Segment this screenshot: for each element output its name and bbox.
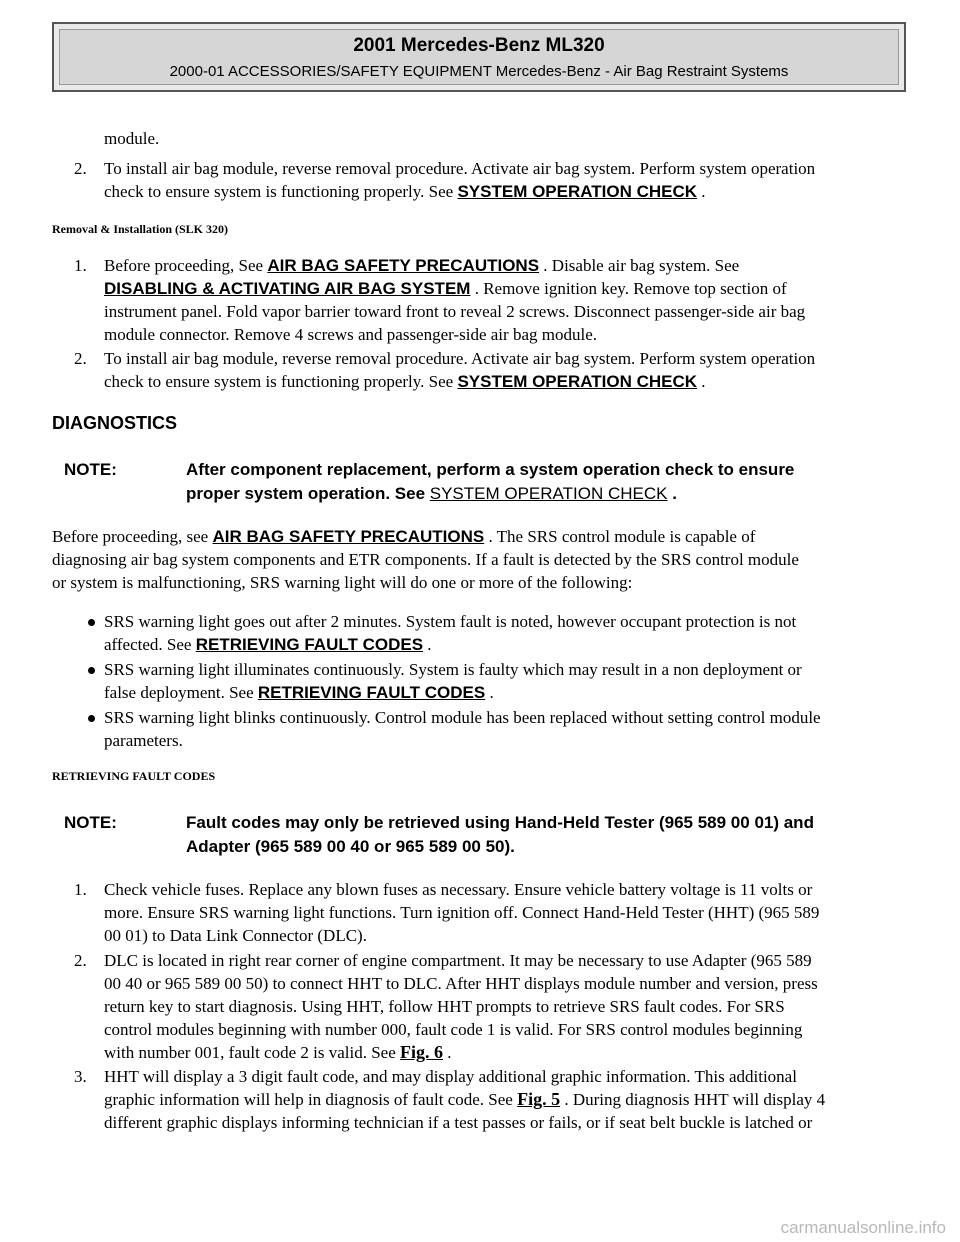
step-number: 2. — [74, 159, 87, 178]
link-fig-5[interactable]: Fig. 5 — [517, 1089, 561, 1109]
step-text: graphic information will help in diagnosis of fault code. See Fig. 5 . During diagnosis HHT will display 4 — [104, 1089, 826, 1109]
header-title: 2001 Mercedes-Benz ML320 — [353, 35, 605, 56]
step-number: 3. — [74, 1067, 87, 1086]
step-text: DLC is located in right rear corner of engine compartment. It may be necessary to use Adapter (965 589 — [104, 951, 812, 970]
step-number: 1. — [74, 256, 87, 275]
step-text: with number 001, fault code 2 is valid. See Fig. 6 . — [104, 1042, 452, 1062]
note-text: After component replacement, perform a system operation check to ensure — [186, 460, 795, 479]
link-retrieving-fault-codes[interactable]: RETRIEVING FAULT CODES — [195, 635, 424, 654]
step-text: instrument panel. Fold vapor barrier toward front to reveal 2 screws. Disconnect passenger-side air bag — [104, 302, 806, 321]
step-text: control modules beginning with number 000, fault code 1 is valid. For SRS control modules beginning — [104, 1020, 803, 1039]
diagnostics-heading: DIAGNOSTICS — [52, 413, 178, 433]
bullet-text: SRS warning light blinks continuously. Control module has been replaced without setting control module — [104, 708, 821, 727]
bullet-text: affected. See RETRIEVING FAULT CODES . — [104, 635, 432, 654]
step-text: Check vehicle fuses. Replace any blown fuses as necessary. Ensure vehicle battery voltage is 11 volts or — [104, 880, 813, 899]
step-text: return key to start diagnosis. Using HHT, follow HHT prompts to retrieve SRS fault codes. For SRS — [104, 997, 785, 1016]
link-retrieving-fault-codes[interactable]: RETRIEVING FAULT CODES — [257, 683, 486, 702]
note-text: Adapter (965 589 00 40 or 965 589 00 50). — [186, 837, 515, 856]
bullet-text: SRS warning light goes out after 2 minutes. System fault is noted, however occupant protection is not — [104, 612, 797, 631]
step-text: To install air bag module, reverse removal procedure. Activate air bag system. Perform system operation — [104, 349, 816, 368]
step-text: module connector. Remove 4 screws and passenger-side air bag module. — [104, 325, 597, 344]
step-text: more. Ensure SRS warning light functions. Turn ignition off. Connect Hand-Held Tester (HHT) (965 589 — [104, 903, 820, 922]
link-disabling-activating-air-bag-system[interactable]: DISABLING & ACTIVATING AIR BAG SYSTEM — [104, 279, 471, 298]
bullet-icon — [88, 715, 95, 722]
step-text: check to ensure system is functioning properly. See SYSTEM OPERATION CHECK . — [104, 372, 706, 391]
step-text: DISABLING & ACTIVATING AIR BAG SYSTEM . Remove ignition key. Remove top section of — [104, 279, 787, 298]
step-text: different graphic displays informing technician if a test passes or fails, or if seat belt buckle is latched or — [104, 1113, 813, 1132]
step-text: 00 01) to Data Link Connector (DLC). — [104, 926, 367, 945]
paragraph-continuation: module. — [104, 129, 160, 148]
step-number: 2. — [74, 349, 87, 368]
step-text: 00 40 or 965 589 00 50) to connect HHT to DLC. After HHT displays module number and version, press — [104, 974, 818, 993]
paragraph-text: diagnosing air bag system components and ETR components. If a fault is detected by the SRS control module — [52, 550, 799, 569]
step-text: check to ensure system is functioning properly. See SYSTEM OPERATION CHECK . — [104, 182, 706, 201]
watermark: carmanualsonline.info — [780, 1218, 946, 1237]
bullet-text: false deployment. See RETRIEVING FAULT CODES . — [104, 683, 494, 702]
section-heading-slk: Removal & Installation (SLK 320) — [52, 222, 229, 236]
header-subtitle: 2000-01 ACCESSORIES/SAFETY EQUIPMENT Mercedes-Benz - Air Bag Restraint Systems — [169, 63, 789, 80]
link-air-bag-safety-precautions[interactable]: AIR BAG SAFETY PRECAUTIONS — [212, 527, 485, 546]
paragraph-text: or system is malfunctioning, SRS warning light will do one or more of the following: — [52, 573, 633, 592]
paragraph-text: Before proceeding, see AIR BAG SAFETY PRECAUTIONS . The SRS control module is capable of — [52, 527, 756, 546]
link-air-bag-safety-precautions[interactable]: AIR BAG SAFETY PRECAUTIONS — [267, 256, 540, 275]
bullet-icon — [88, 667, 95, 674]
note-text: Fault codes may only be retrieved using Hand-Held Tester (965 589 00 01) and — [186, 813, 814, 832]
step-text: HHT will display a 3 digit fault code, and may display additional graphic information. This additional — [104, 1067, 797, 1086]
step-text: Before proceeding, See AIR BAG SAFETY PRECAUTIONS . Disable air bag system. See — [104, 256, 740, 275]
link-system-operation-check[interactable]: SYSTEM OPERATION CHECK — [457, 182, 698, 201]
section-heading-retrieving: RETRIEVING FAULT CODES — [52, 769, 216, 783]
bullet-icon — [88, 619, 95, 626]
step-text: To install air bag module, reverse removal procedure. Activate air bag system. Perform system operation — [104, 159, 816, 178]
link-system-operation-check[interactable]: SYSTEM OPERATION CHECK — [429, 484, 668, 503]
bullet-text: parameters. — [104, 731, 183, 750]
page-header — [52, 22, 906, 92]
link-system-operation-check[interactable]: SYSTEM OPERATION CHECK — [457, 372, 698, 391]
note-label: NOTE: — [64, 813, 117, 832]
note-label: NOTE: — [64, 460, 117, 479]
step-number: 2. — [74, 951, 87, 970]
note-text: proper system operation. See SYSTEM OPERATION CHECK . — [186, 484, 677, 503]
bullet-text: SRS warning light illuminates continuously. System is faulty which may result in a non deployment or — [104, 660, 802, 679]
step-number: 1. — [74, 880, 87, 899]
page-header-inner — [59, 29, 899, 85]
link-fig-6[interactable]: Fig. 6 — [400, 1042, 444, 1062]
